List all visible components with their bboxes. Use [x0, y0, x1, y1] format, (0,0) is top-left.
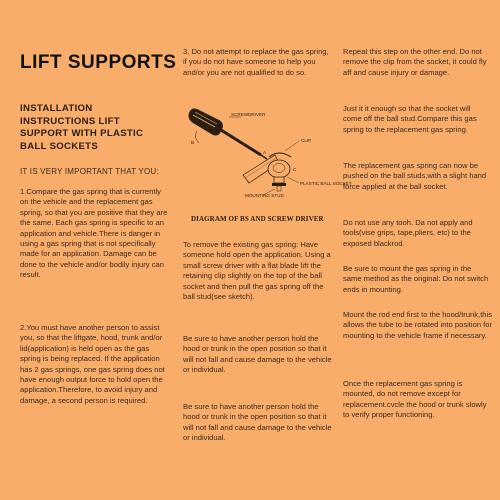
paragraph-not-attempt: 3. Do not attempt to replace the gas spring, if you do not have someone to help you and/or you are not qualified to do so.: [183, 47, 329, 77]
paragraph-assist: 2.You must have another person to assist you, so that the liftgate, hood, trunk and/or lid(application) is held open as the gas spring is being replaced. If the application has 2 gas springs, one gas spring does not have enough output force to hold open the application.Therefore, to avoid injury and damage, a second person is required.: [20, 323, 165, 405]
label-clip: CLIP: [301, 138, 312, 143]
label-b: B: [191, 140, 195, 145]
label-socket: PLASTIC BALL SOCKET: [300, 181, 352, 186]
paragraph-assist-note-2: Be sure to have another person hold the hood or trunk in the open position so that it will not fall and cause damage to the vehicle or individual.: [183, 402, 332, 443]
page-subtitle: INSTALLATION INSTRUCTIONS LIFT SUPPORT WITH PLASTIC BALL SOCKETS: [20, 103, 144, 152]
label-screwdriver: SCREWDRIVER: [231, 112, 266, 117]
paragraph-remove: To remove the existing gas spring: Have someone hold open the application. Using a small screw driver with a flat blade lift the retaining clip slightly on the top of the ball socket and then pull the gas spring off the ball stud(see sketch).: [183, 240, 331, 302]
paragraph-repeat: Repeat this step on the other end. Do not remove the clip from the socket, it could fly aff and cause injury or damage.: [343, 47, 487, 77]
page-title: LIFT SUPPORTS: [20, 52, 177, 73]
paragraph-compare: 1.Compare the gas spring that is currently on the vehicle and the replacement gas spring, so that you are positive that they are the same. Each gas spring is specific to an application and vehicle.There is danger in using a gas spring that is not specifically made for an application. Damage can be done to the vehicle and/or bodily injury can result.: [20, 187, 168, 280]
paragraph-rod-end: Mount the rod end first to the hood/trunk,this allows the tube to be rotated into position for mounting to the vehicle frame if necessary.: [343, 310, 493, 340]
ball-socket-diagram: [183, 105, 352, 213]
important-heading: IT IS VERY IMPORTANT THAT YOU:: [20, 167, 159, 176]
paragraph-once-mounted: Once the replacement gas spring is mounted, do not remove except for replacement.cvcle the hood or trunk slowly to verify proper functioning.: [343, 379, 487, 420]
paragraph-compare-replacement: Just it it enough so that the socket will come off the ball stud.Compare this gas spring to the replacement gas spring.: [343, 104, 477, 134]
paragraph-same-method: Be sure to mount the gas spring in the same method as the original: Do not switch ends in mounting.: [343, 264, 489, 294]
mounting-stud-icon: [272, 177, 286, 191]
paragraph-push-on: The replacement gas spring can now be pushed on the ball studs,with a slight hand force applied at the ball socket.: [343, 161, 487, 191]
label-stud: MOUNTING STUD: [245, 193, 284, 198]
paragraph-assist-note-1: Be sure to have another person hold the hood or trunk in the open position so that it will not fall and cause damage to the vehicle or individual.: [183, 334, 332, 375]
diagram-caption: DIAGRAM OF BS AND SCREW DRIVER: [191, 215, 324, 223]
ball-socket-icon: [268, 153, 291, 178]
label-a: A: [263, 150, 267, 155]
paragraph-no-tools: Do not use any tooh. Da not apply and tools(vise grips, tape,pliers, etc) to the exposed blackrod.: [343, 218, 473, 248]
label-c: C: [293, 167, 297, 172]
